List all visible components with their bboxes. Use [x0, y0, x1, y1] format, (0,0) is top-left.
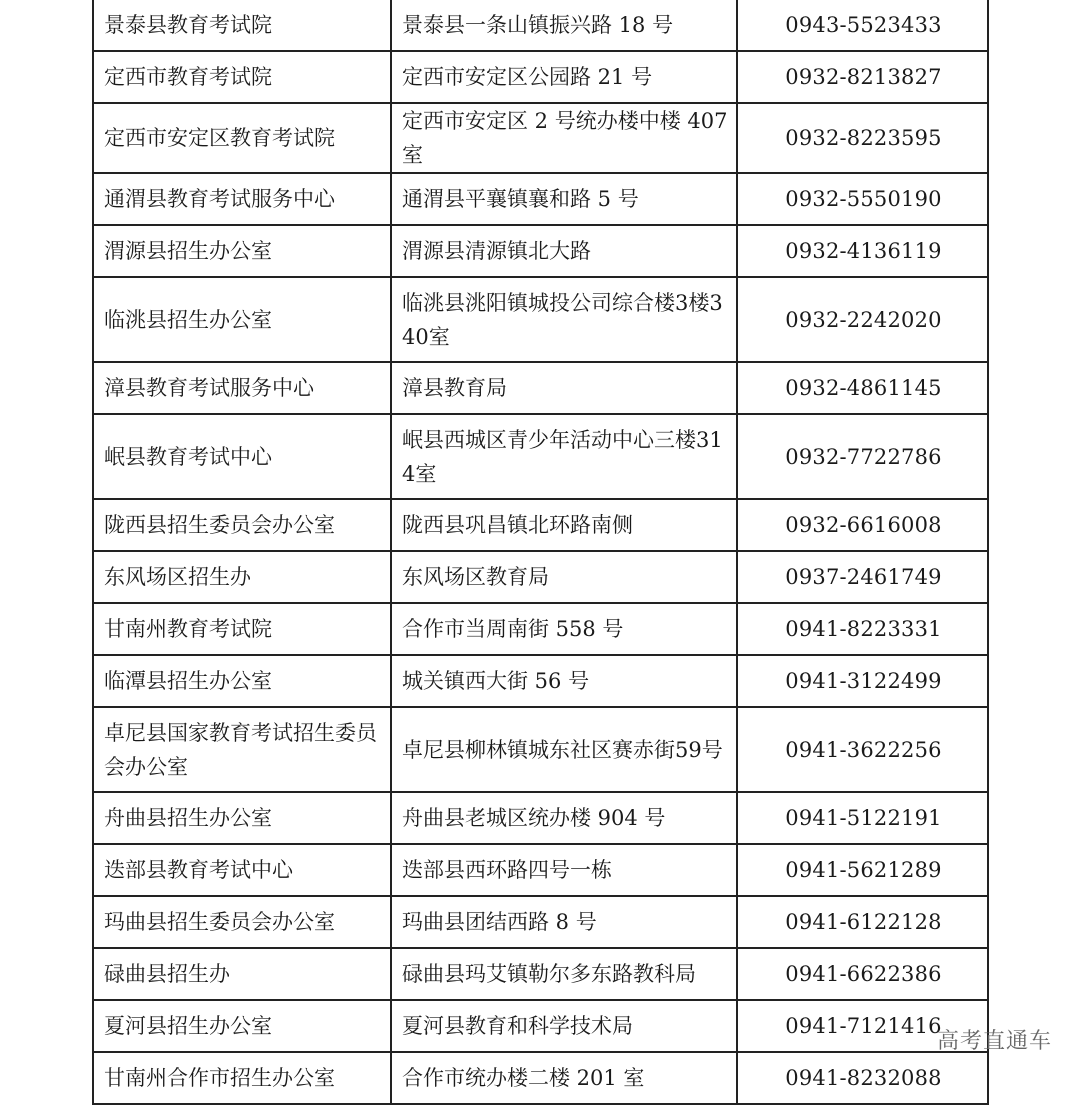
office-name-cell: 东风场区招生办 [93, 551, 391, 603]
phone-cell: 0932-2242020 [737, 277, 988, 362]
exam-office-contact-table [92, 0, 989, 1105]
table-row [93, 707, 988, 792]
office-name-cell: 陇西县招生委员会办公室 [93, 499, 391, 551]
office-name-cell: 甘南州教育考试院 [93, 603, 391, 655]
table-row [93, 0, 988, 51]
table-row [93, 277, 988, 362]
office-name-cell: 临潭县招生办公室 [93, 655, 391, 707]
office-name-cell: 定西市教育考试院 [93, 51, 391, 103]
table-row [93, 414, 988, 499]
address-cell: 舟曲县老城区统办楼 904 号 [391, 792, 737, 844]
table-row [93, 103, 988, 173]
phone-cell: 0932-7722786 [737, 414, 988, 499]
office-name-cell: 通渭县教育考试服务中心 [93, 173, 391, 225]
address-cell: 景泰县一条山镇振兴路 18 号 [391, 0, 737, 51]
office-name-cell: 临洮县招生办公室 [93, 277, 391, 362]
phone-cell: 0932-6616008 [737, 499, 988, 551]
office-name-cell: 卓尼县国家教育考试招生委员会办公室 [93, 707, 391, 792]
address-cell: 东风场区教育局 [391, 551, 737, 603]
phone-cell: 0941-3622256 [737, 707, 988, 792]
address-cell: 临洮县洮阳镇城投公司综合楼3楼340室 [391, 277, 737, 362]
table-row [93, 896, 988, 948]
table-row [93, 844, 988, 896]
phone-cell: 0932-8213827 [737, 51, 988, 103]
office-name-cell: 玛曲县招生委员会办公室 [93, 896, 391, 948]
table-row [93, 173, 988, 225]
watermark-text: 高考直通车 [936, 1029, 1052, 1054]
table-row [93, 792, 988, 844]
phone-cell: 0941-5621289 [737, 844, 988, 896]
phone-cell: 0932-4136119 [737, 225, 988, 277]
address-cell: 迭部县西环路四号一栋 [391, 844, 737, 896]
table-row [93, 362, 988, 414]
address-cell: 夏河县教育和科学技术局 [391, 1000, 737, 1052]
table-row [93, 225, 988, 277]
address-cell: 合作市当周南街 558 号 [391, 603, 737, 655]
phone-cell: 0941-8223331 [737, 603, 988, 655]
address-cell: 城关镇西大街 56 号 [391, 655, 737, 707]
table-row [93, 948, 988, 1000]
table-row [93, 1000, 988, 1052]
office-name-cell: 碌曲县招生办 [93, 948, 391, 1000]
phone-cell: 0941-5122191 [737, 792, 988, 844]
table-row [93, 655, 988, 707]
address-cell: 陇西县巩昌镇北环路南侧 [391, 499, 737, 551]
phone-cell: 0941-7121416 [737, 1000, 988, 1052]
office-name-cell: 渭源县招生办公室 [93, 225, 391, 277]
phone-cell: 0937-2461749 [737, 551, 988, 603]
address-cell: 通渭县平襄镇襄和路 5 号 [391, 173, 737, 225]
office-name-cell: 景泰县教育考试院 [93, 0, 391, 51]
office-name-cell: 夏河县招生办公室 [93, 1000, 391, 1052]
address-cell: 定西市安定区公园路 21 号 [391, 51, 737, 103]
office-name-cell: 舟曲县招生办公室 [93, 792, 391, 844]
address-cell: 渭源县清源镇北大路 [391, 225, 737, 277]
address-cell: 定西市安定区 2 号统办楼中楼 407 室 [391, 103, 737, 173]
phone-cell: 0943-5523433 [737, 0, 988, 51]
office-name-cell: 定西市安定区教育考试院 [93, 103, 391, 173]
phone-cell: 0932-4861145 [737, 362, 988, 414]
address-cell: 岷县西城区青少年活动中心三楼314室 [391, 414, 737, 499]
address-cell: 漳县教育局 [391, 362, 737, 414]
table-row [93, 499, 988, 551]
phone-cell: 0941-3122499 [737, 655, 988, 707]
address-cell: 玛曲县团结西路 8 号 [391, 896, 737, 948]
office-name-cell: 漳县教育考试服务中心 [93, 362, 391, 414]
phone-cell: 0941-8232088 [737, 1052, 988, 1104]
office-name-cell: 迭部县教育考试中心 [93, 844, 391, 896]
table-row [93, 603, 988, 655]
address-cell: 卓尼县柳林镇城东社区赛赤街59号 [391, 707, 737, 792]
phone-cell: 0941-6622386 [737, 948, 988, 1000]
address-cell: 碌曲县玛艾镇勒尔多东路教科局 [391, 948, 737, 1000]
address-cell: 合作市统办楼二楼 201 室 [391, 1052, 737, 1104]
exam-office-table-wrapper [92, 0, 987, 1105]
phone-cell: 0932-8223595 [737, 103, 988, 173]
table-row [93, 51, 988, 103]
phone-cell: 0941-6122128 [737, 896, 988, 948]
table-row [93, 1052, 988, 1104]
table-row [93, 551, 988, 603]
phone-cell: 0932-5550190 [737, 173, 988, 225]
office-name-cell: 甘南州合作市招生办公室 [93, 1052, 391, 1104]
office-name-cell: 岷县教育考试中心 [93, 414, 391, 499]
